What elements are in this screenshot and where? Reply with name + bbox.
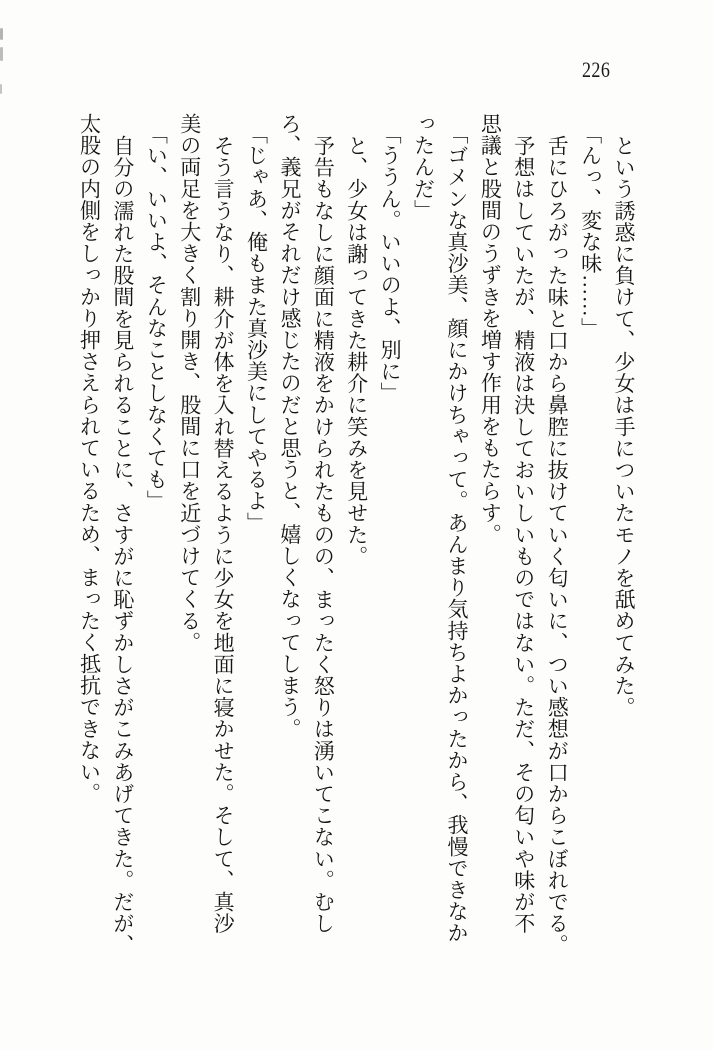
text-column-06: 「ゴメンな真沙美、顔にかけちゃって。あんまり気持ちよかったから、我慢できなか — [444, 123, 469, 944]
text-column-11: ろ、義兄がそれだけ感じたのだと思うと、嬉しくなってしまう。 — [277, 113, 302, 740]
text-column-12: 「じゃあ、俺もまた真沙美にしてやるよ」 — [244, 123, 269, 534]
page-number: 226 — [582, 57, 611, 82]
text-column-07: ったんだ」 — [411, 113, 436, 221]
text-column-02: 「んっ、変な味……」 — [578, 123, 603, 339]
scan-artifact — [0, 47, 3, 61]
text-column-17: 太股の内側をしっかり押さえられているため、まったく抵抗できない。 — [77, 113, 102, 805]
text-column-15: 「い、いいよ、そんなことしなくても」 — [144, 123, 169, 512]
text-column-05: 思議と股間のうずきを増す作用をもたらす。 — [478, 113, 503, 545]
scan-artifact — [0, 28, 3, 40]
text-block — [72, 113, 640, 961]
text-column-13: そう言うなり、耕介が体を入れ替えるように少女を地面に寝かせた。そして、真沙 — [211, 134, 236, 934]
text-column-16: 自分の濡れた股間を見られることに、さすがに恥ずかしさがこみあげてきた。だが、 — [110, 134, 135, 956]
text-column-08: 「ううん。いいのよ、別に」 — [378, 123, 403, 404]
text-column-14: 美の両足を大きく割り開き、股間に口を近づけてくる。 — [177, 113, 202, 653]
text-column-03: 舌にひろがった味と口から鼻腔に抜けていく匂いに、つい感想が口からこぼれでる。 — [545, 134, 570, 956]
text-column-01: という誘惑に負けて、少女は手についたモノを舐めてみた。 — [612, 134, 636, 718]
text-column-04: 予想はしていたが、精液は決しておいしいものではない。ただ、その匂いや味が不 — [511, 134, 536, 934]
scan-artifact — [0, 84, 2, 94]
text-column-10: 予告もなしに顔面に精液をかけられたものの、まったく怒りは湧いてこない。むし — [311, 134, 336, 934]
text-column-09: と、少女は謝ってきた耕介に笑みを見せた。 — [344, 134, 369, 567]
